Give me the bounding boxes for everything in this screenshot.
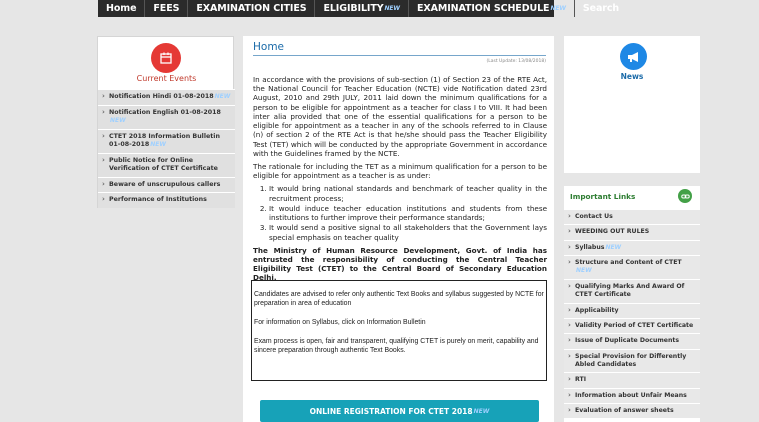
link-label: Syllabus <box>575 243 605 251</box>
list-item: 3. It would send a positive signal to all stakeholders that the Government lays special emphasis on teacher quality <box>269 223 547 241</box>
event-label: Notification Hindi 01-08-2018 <box>109 93 214 100</box>
list-item: 1. It would bring national standards and benchmark of teacher quality in the recruitment process; <box>269 184 547 202</box>
rationale-list <box>269 184 547 241</box>
current-events-title: Current Events <box>136 74 197 83</box>
news-panel <box>564 36 700 173</box>
new-badge-icon: NEW <box>384 5 400 12</box>
link-label: WEEDING OUT RULES <box>575 228 650 236</box>
nav-bar <box>98 0 620 17</box>
list-item: 2. It would induce teacher education institutions and students from these institutions to further improve their performance standards; <box>269 204 547 222</box>
last-update: (Last Update: 13/08/2018) <box>486 59 546 64</box>
content-body <box>253 75 547 287</box>
nav-examination-schedule[interactable] <box>409 0 575 17</box>
new-badge-icon: NEW <box>550 5 566 12</box>
calendar-icon <box>151 43 181 73</box>
link-label: Structure and Content of CTET <box>575 259 682 267</box>
notice-text[interactable]: For information on Syllabus, click on Information Bulletin <box>254 318 426 326</box>
link-item-special-provision[interactable] <box>564 349 700 373</box>
important-links-title: Important Links <box>570 191 636 201</box>
nav-examination-schedule-label: EXAMINATION SCHEDULE <box>416 3 550 14</box>
registration-button-label: ONLINE REGISTRATION FOR CTET 2018 <box>309 406 473 416</box>
nav-fees[interactable] <box>145 0 188 17</box>
top-navigation <box>0 0 759 17</box>
link-label: RTI <box>575 376 587 384</box>
link-label: Evaluation of answer sheets <box>575 407 674 415</box>
notice-text: Candidates are advised to refer only authentic Text Books and syllabus suggested by NCTE for preparation in area of education <box>254 291 544 307</box>
link-item-qualifying-marks[interactable] <box>564 279 700 303</box>
link-item-syllabus[interactable] <box>564 240 700 255</box>
nav-search-label: Search <box>582 3 620 14</box>
rationale-paragraph: The rationale for including the TET as a minimum qualification for a person to be eligible for appointment as a teacher is as under: <box>253 161 547 181</box>
link-label: Applicability <box>575 306 619 314</box>
notice-box <box>251 280 547 381</box>
nav-eligibility[interactable] <box>315 0 409 17</box>
link-item-validity-period[interactable] <box>564 318 700 333</box>
event-item[interactable] <box>98 105 235 129</box>
event-item[interactable] <box>98 89 235 105</box>
link-item-contact-us[interactable] <box>564 209 700 224</box>
nav-home-label: Home <box>106 3 137 14</box>
link-item-duplicate-documents[interactable] <box>564 333 700 348</box>
new-badge-icon: NEW <box>214 93 231 100</box>
page-title: Home <box>253 41 285 53</box>
event-label: Public Notice for Online Verification of CTET Certificate <box>109 156 218 172</box>
important-links-panel <box>564 186 700 422</box>
event-label: Notification English 01-08-2018 <box>109 108 221 116</box>
important-links-list <box>564 209 700 418</box>
event-item[interactable] <box>98 177 235 193</box>
link-item-unfair-means[interactable] <box>564 388 700 403</box>
nav-examination-cities[interactable] <box>188 0 315 17</box>
news-title: News <box>620 72 644 81</box>
new-badge-icon: NEW <box>605 243 622 251</box>
event-label: Beware of unscrupulous callers <box>109 180 221 188</box>
nav-examination-cities-label: EXAMINATION CITIES <box>196 3 307 14</box>
link-item-weeding-out-rules[interactable] <box>564 224 700 239</box>
event-label: CTET 2018 Information Bulletin 01-08-2018 <box>109 132 220 148</box>
new-badge-icon: NEW <box>150 141 167 148</box>
link-item-rti[interactable] <box>564 372 700 387</box>
notice-text: Exam process is open, fair and transparent, qualifying CTET is purely on merit, capability and sincere preparation through authentic Text Books. <box>254 337 539 354</box>
important-links-header <box>564 186 700 206</box>
nav-home[interactable] <box>98 0 145 17</box>
nav-eligibility-label: ELIGIBILITY <box>323 3 384 14</box>
ministry-paragraph: The Ministry of Human Resource Development, Govt. of India has entrusted the responsibility of conducting the Central Teacher Eligibility Test (CTET) to the Central Board of Secondary Education Delhi. <box>253 245 547 283</box>
nav-fees-label: FEES <box>153 3 180 14</box>
event-label: Performance of Institutions <box>109 196 207 203</box>
new-badge-icon: NEW <box>110 117 126 124</box>
online-registration-button[interactable] <box>260 400 539 422</box>
title-divider <box>253 55 546 56</box>
link-label: Qualifying Marks And Award Of CTET Certificate <box>575 282 685 299</box>
link-item-structure-content[interactable] <box>564 255 700 279</box>
new-badge-icon: NEW <box>576 267 592 275</box>
link-label: Special Provision for Differently Abled Candidates <box>575 352 687 368</box>
nav-search[interactable] <box>575 0 627 17</box>
main-content <box>243 36 554 422</box>
link-item-applicability[interactable] <box>564 303 700 318</box>
link-label: Issue of Duplicate Documents <box>575 337 680 345</box>
link-label: Contact Us <box>575 213 613 220</box>
current-events-panel <box>97 36 234 208</box>
event-item[interactable] <box>98 153 235 177</box>
event-item[interactable] <box>98 129 235 153</box>
link-label: Information about Unfair Means <box>575 391 687 399</box>
new-badge-icon: NEW <box>473 407 490 415</box>
event-item[interactable] <box>98 192 235 208</box>
intro-paragraph: In accordance with the provisions of sub-section (1) of Section 23 of the RTE Act, the National Council for Teacher Education (NCTE) vide Notification dated 23rd August, 2010 and 29th JULY, 2011 laid down the minimum qualifications for a person to be eligible for appointment as a teacher for class I to VIII. It had been inter alia provided that one of the essential qualifications for a person to be eligible for appointment as a teacher in any of the schools referred to in Clause (n) of section 2 of the RTE Act is that he/she should pass the Teacher Eligibility Test (TET) which will be conducted by the appropriate Government in accordance with the Guidelines framed by the NCTE. <box>253 75 547 158</box>
link-icon <box>678 189 692 203</box>
megaphone-icon <box>620 43 647 70</box>
link-label: Validity Period of CTET Certificate <box>575 321 694 329</box>
link-item-evaluation[interactable] <box>564 403 700 418</box>
events-list <box>98 89 235 208</box>
